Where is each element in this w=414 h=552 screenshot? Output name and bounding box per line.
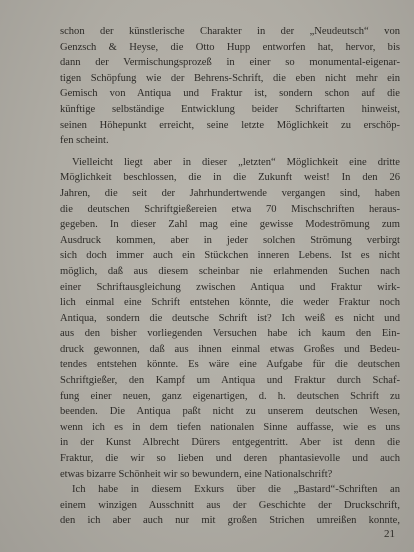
text-line: möglich, daß aus diesem scheinbar nie erlahmenden Suchen nach xyxy=(60,265,400,277)
text-line: künftige selbständige Entwicklung beider Schriftarten hinweist, xyxy=(60,103,400,115)
text-line: einem winzigen Ausschnitt aus der Geschichte der Druckschrift, xyxy=(60,499,400,511)
text-line: fen scheint. xyxy=(60,135,109,147)
text-line: Gemisch von Antiqua und Fraktur ist, sondern schon auf die xyxy=(60,88,400,100)
text-line: aus den bisher vorliegenden Versuchen habe ich kaum den Ein- xyxy=(60,328,400,340)
text-line: seinen Höhepunkt erreicht, seine letzte Möglichkeit zu erschöp- xyxy=(60,119,400,131)
text-line: Antiqua, sondern die deutsche Schrift ist? Ich weiß es nicht und xyxy=(60,312,400,324)
text-line: beenden. Die Antiqua paßt nicht zu unserem deutschen Wesen, xyxy=(60,406,400,418)
text-line: druck gewonnen, daß aus ihnen einmal etwas Großes und Bedeu- xyxy=(60,343,400,355)
text-line: einer Schriftausgleichung zwischen Antiqua und Fraktur wirk- xyxy=(60,281,400,293)
page-body-text xyxy=(60,24,400,529)
text-line: dann der Vermischungsprozeß in einer so monumental-eigenar- xyxy=(60,57,400,69)
text-line: gegeben. In dieser Zahl mag eine gewisse Modeströmung zum xyxy=(60,219,400,231)
text-line: Vielleicht liegt aber in dieser „letzten“ Möglichkeit eine dritte xyxy=(72,156,400,168)
text-line: Fraktur, die wir so lieben und deren phantasievolle und auch xyxy=(60,453,400,465)
text-line: tigen Schöpfung wie der Behrens-Schrift, die eben nicht mehr ein xyxy=(60,72,400,84)
text-line: Jahren, die seit der Jahrhundertwende vergangen sind, haben xyxy=(60,187,400,199)
text-line: tendes entstehen könnte. Es wäre eine Aufgabe für die deutschen xyxy=(60,359,400,371)
text-line: schon der künstlerische Charakter in der „Neudeutsch“ von xyxy=(60,26,400,37)
text-line: wenn ich es in dem tiefen nationalen Sinne auffasse, wie es uns xyxy=(60,421,400,433)
text-line: den ich aber auch nur mit großen Strichen umreißen konnte, xyxy=(60,515,400,527)
text-line: Ich habe in diesem Exkurs über die „Bastard“-Schriften an xyxy=(72,484,400,496)
text-line: die deutschen Schriftgießereien etwa 70 Mischschriften heraus- xyxy=(60,203,400,215)
text-line: in der Kunst Albrecht Dürers entgegentritt. Aber ist denn die xyxy=(60,437,400,449)
text-line: fung einer neuen, ganz eigenartigen, d. h. deutschen Schrift zu xyxy=(60,390,400,402)
text-line: lich einmal eine Schrift entstehen könnte, die weder Fraktur noch xyxy=(60,297,400,309)
text-line: Ausdruck kommen, aber in jeder solchen Strömung verbirgt xyxy=(60,234,400,246)
text-line: Schriftgießer, den Kampf um Antiqua und Fraktur durch Schaf- xyxy=(60,375,400,387)
text-line: Möglichkeit beschlossen, die in die Zukunft weist! In den 26 xyxy=(60,172,400,184)
text-line: Genzsch & Heyse, die Otto Hupp entworfen hat, hervor, bis xyxy=(60,41,400,53)
text-line: etwas bizarre Schönheit wir so bewundern, eine Nationalschrift? xyxy=(60,468,333,480)
text-line: sich doch immer auch ein Stückchen inneren Lebens. Ist es nicht xyxy=(60,250,400,262)
page-number: 21 xyxy=(384,528,395,540)
